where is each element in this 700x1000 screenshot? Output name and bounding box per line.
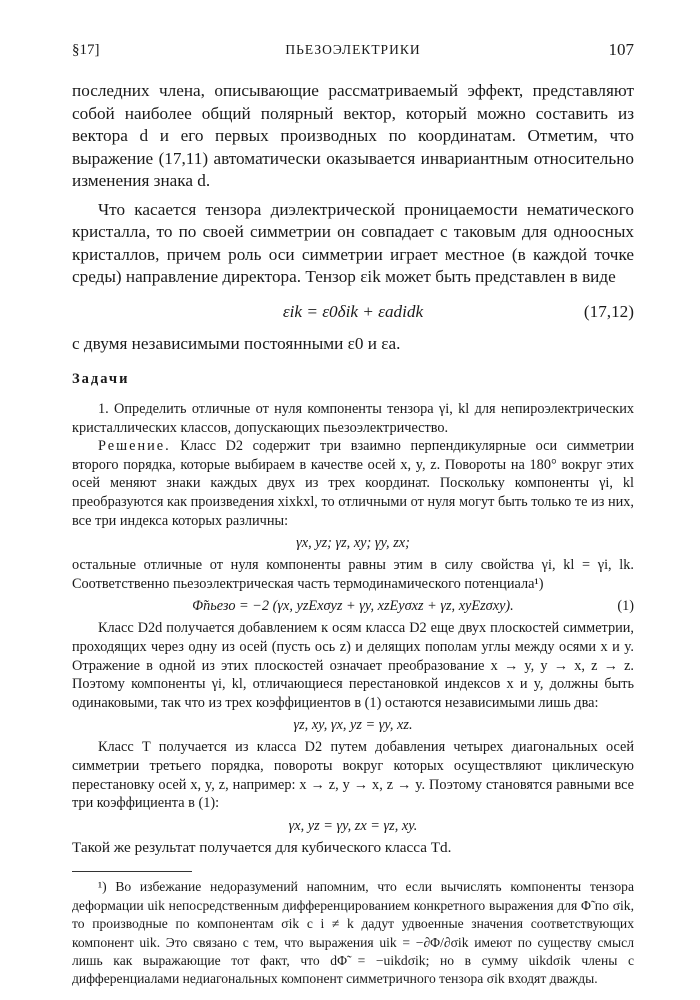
paragraph: последних члена, описывающие рассматриваемый эффект, представляют собой наиболее общий полярный вектор, который можно составить из вектора d и его первых производных по координатам. Отметим, что выражение (17,11) автоматически оказывается инвариантным относительно изменения знака d. (72, 81, 634, 190)
solution-paragraph: Такой же результат получается для кубического класса Td. (72, 838, 452, 856)
solution-paragraph: Класс T получается из класса D2 путем добавления четырех диагональных осей симметрии третьего порядка, повороты вокруг которых осуществляют циклическую перестановку осей x, y, z, например: x → z, y → x, z → y. Поэтому становятся равными все три коэффициента в (1): (72, 739, 634, 812)
problems-section (72, 400, 634, 857)
solution-paragraph: Класс D2d получается добавлением к осям класса D2 еще двух плоскостей симметрии, проходящих через одну из осей (пусть ось z) и делящих пополам углы между осями x и y. Отражение в одной из этих плоскостей означает преобразование x → y, y → x, z → z. Поэтому компоненты γi, kl, отличающиеся перестановкой индексов x и y, должны быть одинаковыми, так что из трех коэффициентов в (1) остаются независимыми лишь два: (72, 620, 634, 711)
footnote-divider (72, 871, 192, 872)
solution-text: Класс D2 содержит три взаимно перпендикулярные оси симметрии второго порядка, которые выбираем в качестве осей x, y, z. Повороты на 180° вокруг этих осей меняют знаки каждых двух из трех координат. Поскольку компоненты γi, kl преобразуются как произведения xixkxl, то отличными от нуля могут быть только те из них, все три индекса которых различны: (72, 438, 635, 529)
equation-formula: γx, yz; γz, xy; γy, zx; (296, 535, 410, 552)
solution-paragraph: остальные отличные от нуля компоненты равны этим в силу свойства γi, kl = γi, lk. Соответственно пьезоэлектрическая часть термодинамического потенциала¹) (72, 557, 634, 592)
equation-components (72, 530, 634, 556)
equation-formula: γx, yz = γy, zx = γz, xy. (288, 817, 418, 834)
solution-paragraph (72, 437, 634, 530)
section-marker: §17] (72, 42, 100, 58)
equation-t (72, 813, 634, 839)
equation-number: (17,12) (583, 301, 634, 321)
equation-1 (72, 593, 634, 619)
paragraph: Что касается тензора диэлектрической проницаемости нематического кристалла, то по своей симметрии он совпадает с таковым для одноосных кристаллов, причем роль оси симметрии играет местное (в каждой точке среды) направление директора. Тензор εik может быть представлен в виде (72, 199, 634, 286)
problem-statement: 1. Определить отличные от нуля компоненты тензора γi, kl для непироэлектрических кристаллических классов, допускающих пьезоэлектричество. (72, 401, 634, 436)
running-title: ПЬЕЗОЭЛЕКТРИКИ (285, 42, 421, 57)
main-text (72, 80, 634, 355)
equation-17-12 (72, 297, 634, 327)
footnote: ¹) Во избежание недоразумений напомним, что если вычислять компоненты тензора деформации uik непосредственным дифференцированием конкретного выражения для Φ̃ по σik, то производные по компонентам σik с i ≠ k дадут удвоенные значения соответствующих компонент uik. Это связано с тем, что выражения uik = −∂Φ/∂σik имеют по существу смысл лишь как выражающие тот факт, что dΦ̃ = −uikdσik; но в сумму uikdσik члены с дифференциалами недиагональных компонент симметричного тензора σik входят дважды. (72, 879, 634, 987)
equation-formula: Φ̃пьезо = −2 (γx, yzExσyz + γy, xzEyσxz + γz, xyEzσxy). (192, 598, 514, 615)
equation-formula: εik = ε0δik + εadidk (282, 301, 424, 321)
book-page (72, 38, 634, 989)
solution-label: Решение. (98, 438, 171, 455)
equation-number: (1) (617, 598, 634, 615)
equation-d2d (72, 712, 634, 738)
problems-heading: Задачи (72, 371, 130, 387)
page-number: 107 (608, 40, 634, 59)
paragraph: с двумя независимыми постоянными ε0 и εa. (72, 333, 401, 353)
running-header (72, 38, 634, 66)
equation-formula: γz, xy, γx, yz = γy, xz. (293, 717, 413, 734)
